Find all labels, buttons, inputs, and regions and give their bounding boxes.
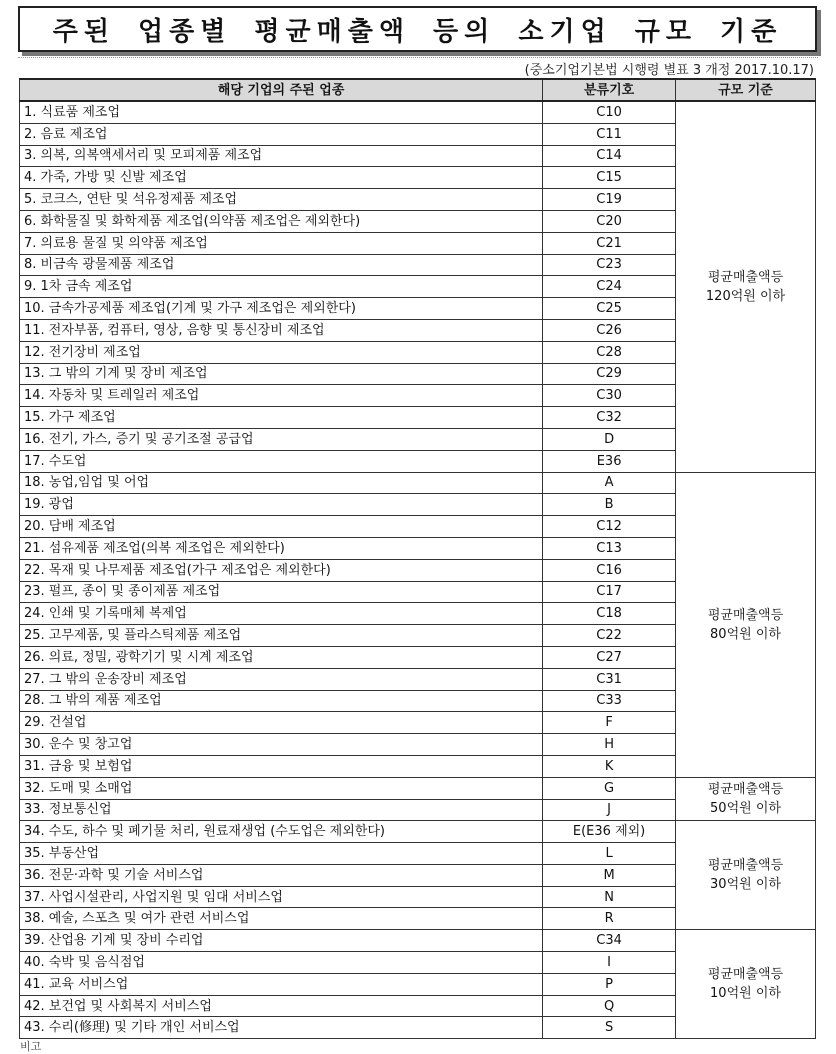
industry-cell: 33. 정보통신업 bbox=[20, 799, 543, 821]
industry-cell: 30. 운수 및 창고업 bbox=[20, 734, 543, 756]
table-header-row bbox=[20, 79, 816, 101]
code-cell: C12 bbox=[543, 516, 676, 538]
industry-cell: 40. 숙박 및 음식점업 bbox=[20, 952, 543, 974]
separator-line bbox=[18, 57, 818, 58]
header-code: 분류기호 bbox=[543, 79, 676, 101]
code-cell: L bbox=[543, 843, 676, 865]
code-cell: C11 bbox=[543, 123, 676, 145]
industry-cell: 8. 비금속 광물제품 제조업 bbox=[20, 254, 543, 276]
code-cell: D bbox=[543, 428, 676, 450]
industry-cell: 2. 음료 제조업 bbox=[20, 123, 543, 145]
code-cell: R bbox=[543, 908, 676, 930]
industry-cell: 26. 의료, 정밀, 광학기기 및 시계 제조업 bbox=[20, 646, 543, 668]
industry-cell: 32. 도매 및 소매업 bbox=[20, 777, 543, 799]
code-cell: C31 bbox=[543, 668, 676, 690]
industry-cell: 19. 광업 bbox=[20, 494, 543, 516]
code-cell: C22 bbox=[543, 625, 676, 647]
code-cell: C21 bbox=[543, 232, 676, 254]
size-criteria-line1: 평균매출액등 bbox=[707, 607, 784, 623]
size-criteria-line1: 평균매출액등 bbox=[707, 782, 784, 797]
code-cell: F bbox=[543, 712, 676, 734]
industry-cell: 38. 예술, 스포츠 및 여가 관련 서비스업 bbox=[20, 908, 543, 930]
code-cell: C27 bbox=[543, 646, 676, 668]
industry-cell: 27. 그 밖의 운송장비 제조업 bbox=[20, 668, 543, 690]
industry-cell: 31. 금융 및 보험업 bbox=[20, 755, 543, 777]
size-criteria-line2: 120억원 이하 bbox=[705, 288, 786, 304]
industry-cell: 10. 금속가공제품 제조업(기계 및 가구 제조업은 제외한다) bbox=[20, 298, 543, 320]
code-cell: C33 bbox=[543, 690, 676, 712]
industry-cell: 13. 그 밖의 기계 및 장비 제조업 bbox=[20, 363, 543, 385]
industry-cell: 22. 목재 및 나무제품 제조업(가구 제조업은 제외한다) bbox=[20, 559, 543, 581]
code-cell: C32 bbox=[543, 407, 676, 429]
code-cell: C18 bbox=[543, 603, 676, 625]
code-cell: C26 bbox=[543, 319, 676, 341]
code-cell: C34 bbox=[543, 930, 676, 952]
industry-cell: 4. 가죽, 가방 및 신발 제조업 bbox=[20, 167, 543, 189]
code-cell: C17 bbox=[543, 581, 676, 603]
code-cell: B bbox=[543, 494, 676, 516]
header-industry: 해당 기업의 주된 업종 bbox=[20, 79, 543, 101]
industry-cell: 24. 인쇄 및 기록매체 복제업 bbox=[20, 603, 543, 625]
code-cell: M bbox=[543, 864, 676, 886]
industry-cell: 12. 전기장비 제조업 bbox=[20, 341, 543, 363]
industry-cell: 43. 수리(修理) 및 기타 개인 서비스업 bbox=[20, 1017, 543, 1039]
code-cell: N bbox=[543, 886, 676, 908]
table-body bbox=[20, 101, 816, 1039]
industry-cell: 34. 수도, 하수 및 폐기물 처리, 원료재생업 (수도업은 제외한다) bbox=[20, 821, 543, 843]
industry-cell: 1. 식료품 제조업 bbox=[20, 101, 543, 123]
code-cell: C10 bbox=[543, 101, 676, 123]
code-cell: C13 bbox=[543, 537, 676, 559]
table-row bbox=[20, 101, 816, 123]
document-subtitle: (중소기업기본법 시행령 별표 3 개정 2017.10.17) bbox=[524, 63, 814, 78]
header-size: 규모 기준 bbox=[676, 79, 816, 101]
code-cell: C23 bbox=[543, 254, 676, 276]
industry-cell: 18. 농업,임업 및 어업 bbox=[20, 472, 543, 494]
size-criteria-line1: 평균매출액등 bbox=[707, 269, 784, 285]
size-criteria-line2: 30억원 이하 bbox=[710, 877, 781, 893]
industry-cell: 11. 전자부품, 컴퓨터, 영상, 음향 및 통신장비 제조업 bbox=[20, 319, 543, 341]
size-criteria-line2: 80억원 이하 bbox=[710, 626, 781, 642]
industry-cell: 29. 건설업 bbox=[20, 712, 543, 734]
code-cell: C15 bbox=[543, 167, 676, 189]
size-criteria-table bbox=[19, 78, 816, 1039]
code-cell: I bbox=[543, 952, 676, 974]
size-criteria-cell bbox=[676, 101, 816, 472]
industry-cell: 6. 화학물질 및 화학제품 제조업(의약품 제조업은 제외한다) bbox=[20, 210, 543, 232]
code-cell: C29 bbox=[543, 363, 676, 385]
title-box bbox=[18, 6, 817, 52]
industry-cell: 41. 교육 서비스업 bbox=[20, 973, 543, 995]
industry-cell: 15. 가구 제조업 bbox=[20, 407, 543, 429]
industry-cell: 39. 산업용 기계 및 장비 수리업 bbox=[20, 930, 543, 952]
code-cell: C28 bbox=[543, 341, 676, 363]
code-cell: C24 bbox=[543, 276, 676, 298]
size-criteria-line1: 평균매출액등 bbox=[707, 967, 784, 983]
code-cell: C19 bbox=[543, 189, 676, 211]
industry-cell: 14. 자동차 및 트레일러 제조업 bbox=[20, 385, 543, 407]
code-cell: C25 bbox=[543, 298, 676, 320]
code-cell: E(E36 제외) bbox=[543, 821, 676, 843]
code-cell: C16 bbox=[543, 559, 676, 581]
code-cell: A bbox=[543, 472, 676, 494]
industry-cell: 7. 의료용 물질 및 의약품 제조업 bbox=[20, 232, 543, 254]
industry-cell: 42. 보건업 및 사회복지 서비스업 bbox=[20, 995, 543, 1017]
industry-cell: 5. 코크스, 연탄 및 석유정제품 제조업 bbox=[20, 189, 543, 211]
industry-cell: 25. 고무제품, 및 플라스틱제품 제조업 bbox=[20, 625, 543, 647]
industry-cell: 35. 부동산업 bbox=[20, 843, 543, 865]
size-criteria-cell bbox=[676, 777, 816, 821]
table-row bbox=[20, 930, 816, 952]
industry-cell: 36. 전문·과학 및 기술 서비스업 bbox=[20, 864, 543, 886]
document-title: 주된 업종별 평균매출액 등의 소기업 규모 기준 bbox=[52, 16, 783, 47]
code-cell: S bbox=[543, 1017, 676, 1039]
size-criteria-cell bbox=[676, 472, 816, 777]
code-cell: G bbox=[543, 777, 676, 799]
industry-cell: 9. 1차 금속 제조업 bbox=[20, 276, 543, 298]
table-row bbox=[20, 821, 816, 843]
industry-cell: 23. 펄프, 종이 및 종이제품 제조업 bbox=[20, 581, 543, 603]
code-cell: C20 bbox=[543, 210, 676, 232]
industry-cell: 17. 수도업 bbox=[20, 450, 543, 472]
footnote: 비고 bbox=[20, 1040, 42, 1053]
table-row bbox=[20, 777, 816, 799]
size-criteria-cell bbox=[676, 930, 816, 1039]
size-criteria-line1: 평균매출액등 bbox=[707, 858, 784, 874]
code-cell: K bbox=[543, 755, 676, 777]
code-cell: J bbox=[543, 799, 676, 821]
industry-cell: 28. 그 밖의 제품 제조업 bbox=[20, 690, 543, 712]
code-cell: C30 bbox=[543, 385, 676, 407]
code-cell: E36 bbox=[543, 450, 676, 472]
code-cell: Q bbox=[543, 995, 676, 1017]
industry-cell: 3. 의복, 의복액세서리 및 모피제품 제조업 bbox=[20, 145, 543, 167]
size-criteria-line2: 10억원 이하 bbox=[710, 986, 781, 1002]
code-cell: H bbox=[543, 734, 676, 756]
industry-cell: 16. 전기, 가스, 증기 및 공기조절 공급업 bbox=[20, 428, 543, 450]
size-criteria-cell bbox=[676, 821, 816, 930]
industry-cell: 21. 섬유제품 제조업(의복 제조업은 제외한다) bbox=[20, 537, 543, 559]
size-criteria-line2: 50억원 이하 bbox=[710, 801, 781, 816]
code-cell: C14 bbox=[543, 145, 676, 167]
table-row bbox=[20, 472, 816, 494]
code-cell: P bbox=[543, 973, 676, 995]
industry-cell: 20. 담배 제조업 bbox=[20, 516, 543, 538]
industry-cell: 37. 사업시설관리, 사업지원 및 임대 서비스업 bbox=[20, 886, 543, 908]
